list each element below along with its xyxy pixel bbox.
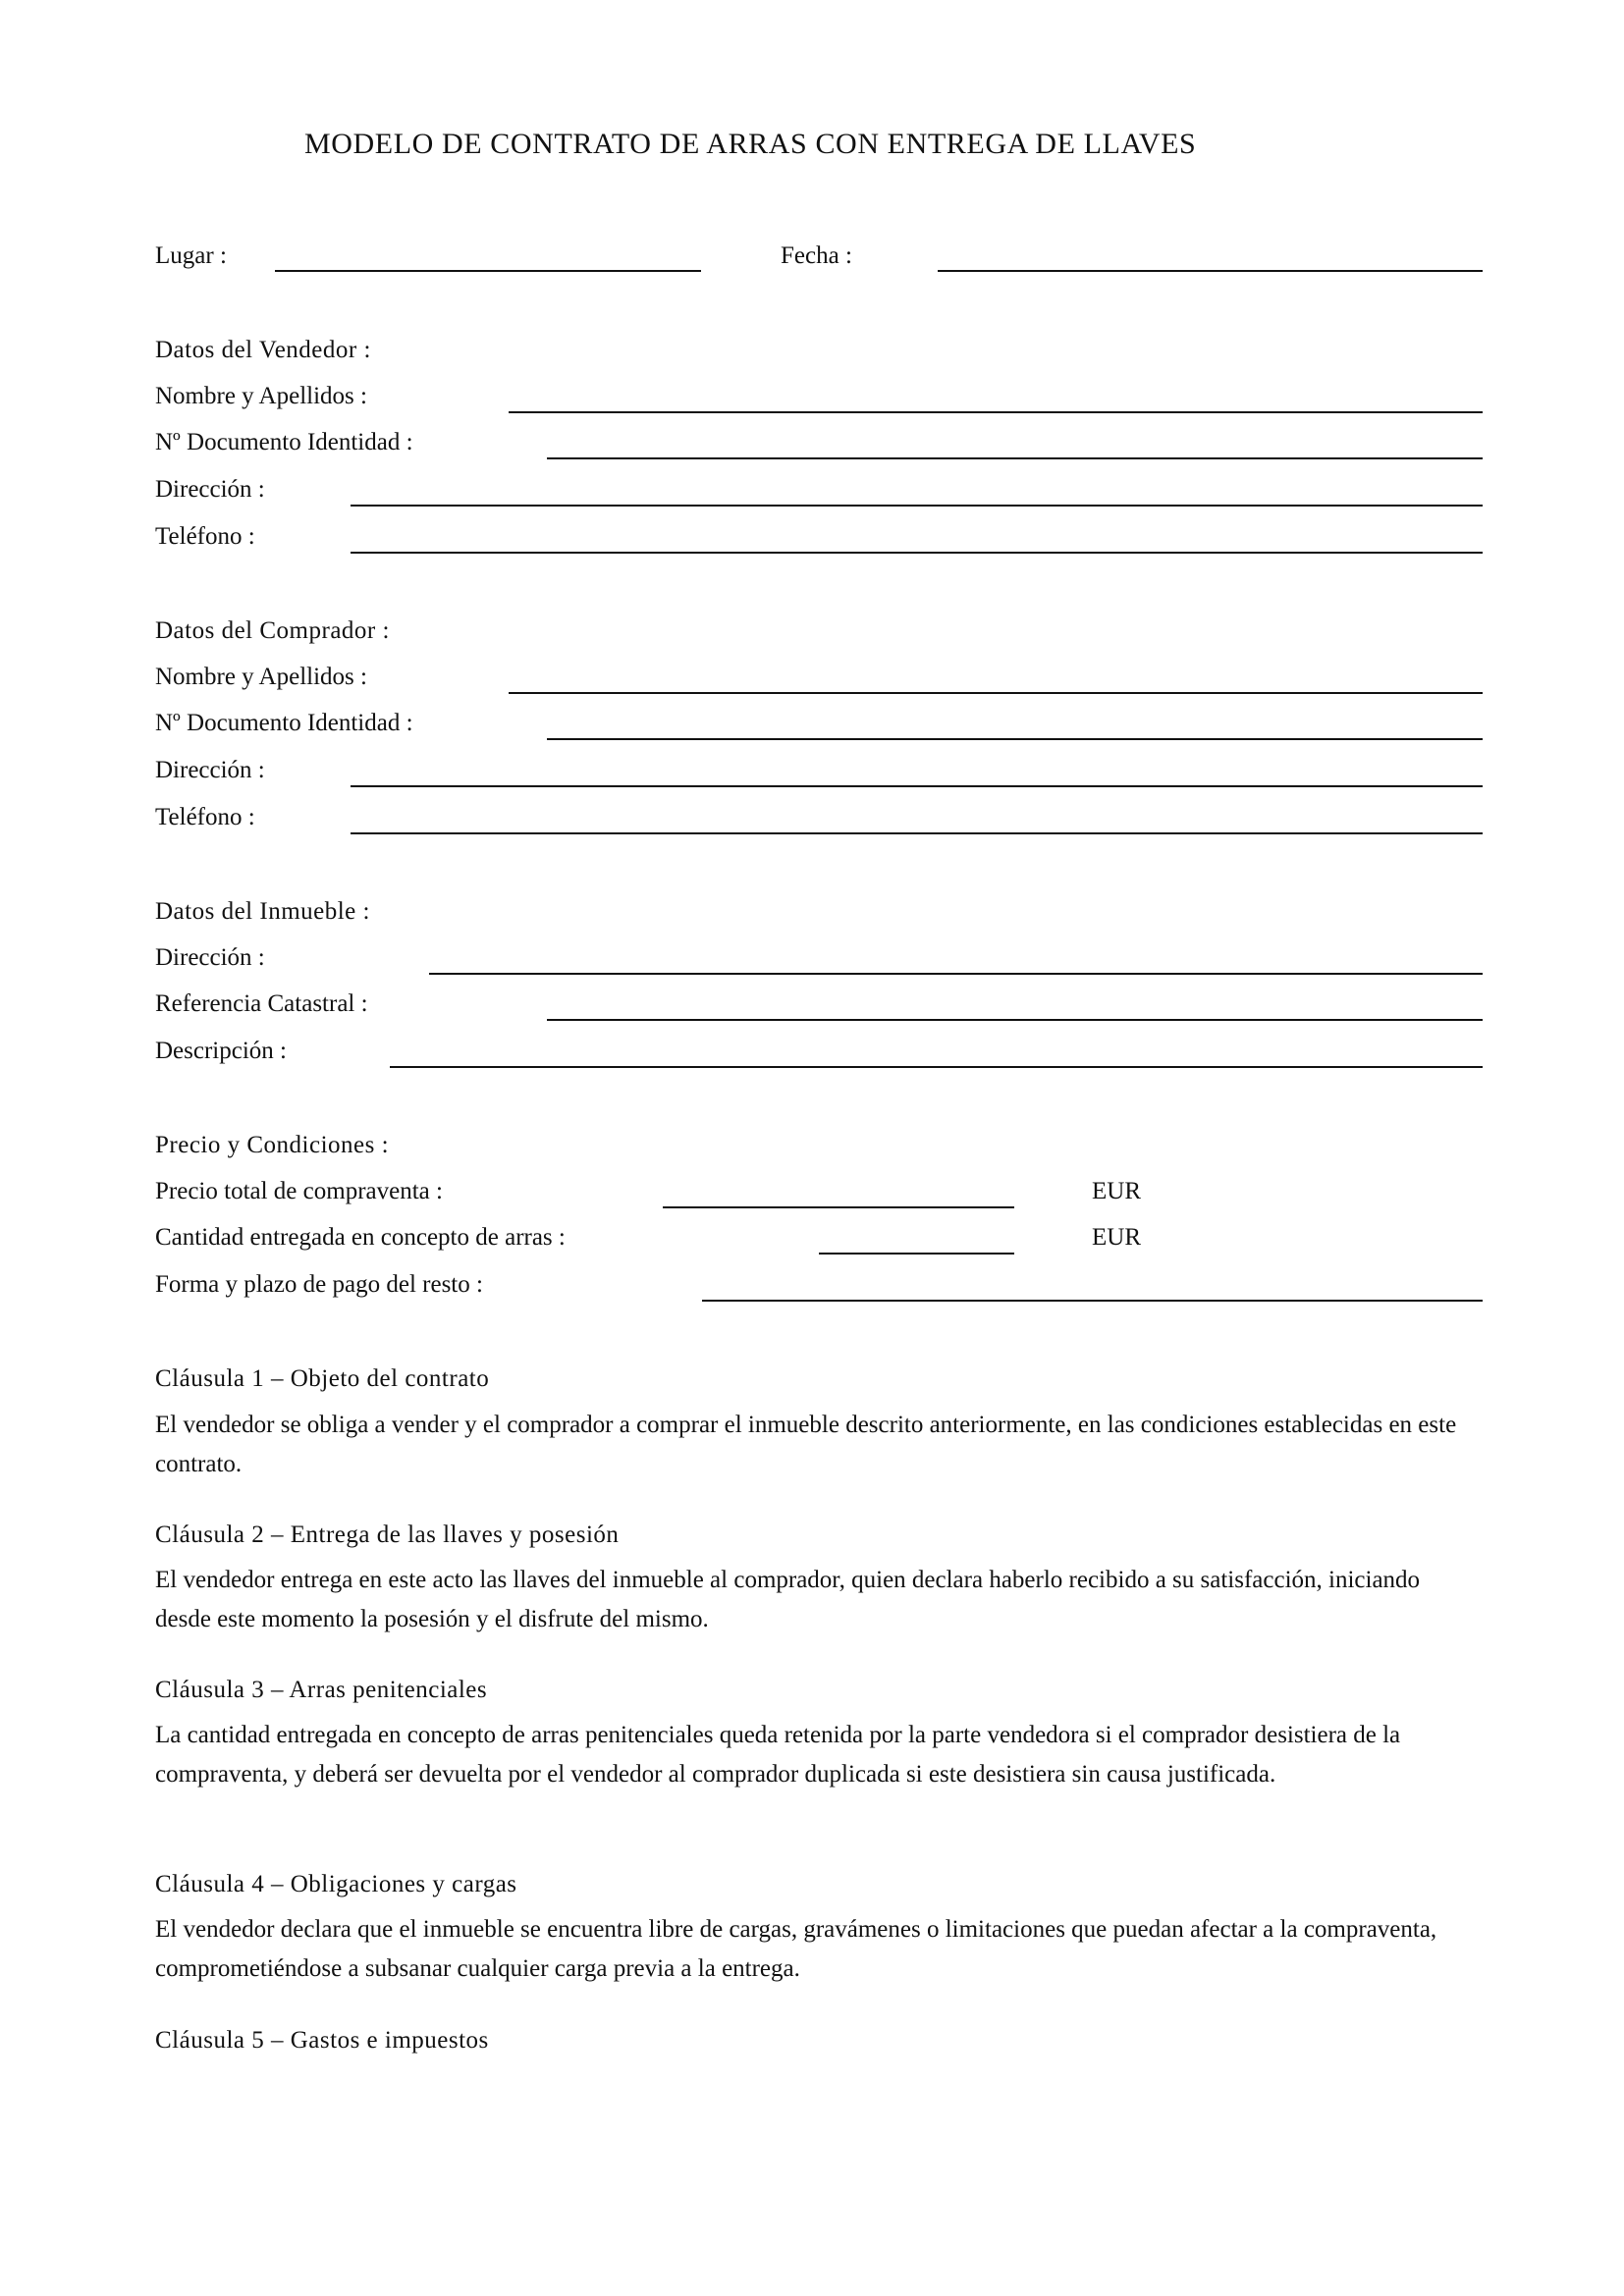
precio-forma-field[interactable] [702, 1300, 1483, 1302]
vendedor-documento-field[interactable] [547, 457, 1483, 459]
comprador-nombre-field[interactable] [509, 692, 1483, 694]
comprador-documento-label: Nº Documento Identidad : [155, 710, 413, 736]
inmueble-heading: Datos del Inmueble : [155, 898, 370, 925]
precio-arras-label: Cantidad entregada en concepto de arras : [155, 1224, 566, 1251]
vendedor-telefono-field[interactable] [351, 552, 1483, 554]
comprador-telefono-field[interactable] [351, 832, 1483, 834]
vendedor-direccion-field[interactable] [351, 505, 1483, 507]
precio-arras-field[interactable] [819, 1253, 1014, 1255]
precio-total-field[interactable] [663, 1206, 1014, 1208]
inmueble-direccion-label: Dirección : [155, 944, 265, 971]
comprador-documento-field[interactable] [547, 738, 1483, 740]
vendedor-telefono-label: Teléfono : [155, 523, 255, 550]
precio-arras-unit: EUR [1092, 1224, 1141, 1251]
clausula-3-title: Cláusula 3 – Arras penitenciales [155, 1677, 488, 1703]
fecha-label: Fecha : [781, 242, 852, 269]
precio-forma-label: Forma y plazo de pago del resto : [155, 1271, 483, 1298]
comprador-telefono-label: Teléfono : [155, 804, 255, 830]
inmueble-referencia-field[interactable] [547, 1019, 1483, 1021]
vendedor-heading: Datos del Vendedor : [155, 337, 371, 363]
clausula-2-title: Cláusula 2 – Entrega de las llaves y posesión [155, 1522, 620, 1548]
precio-total-unit: EUR [1092, 1178, 1141, 1204]
clausula-3-text: La cantidad entregada en concepto de arras penitenciales queda retenida por la parte vendedora si el comprador desistiera de la compraventa, y deberá ser devuelta por el vendedor al comprador duplicada si este desistiera sin causa justificada. [155, 1722, 1401, 1788]
vendedor-direccion-label: Dirección : [155, 476, 265, 503]
comprador-direccion-field[interactable] [351, 785, 1483, 787]
lugar-field[interactable] [275, 270, 701, 272]
clausula-1-text: El vendedor se obliga a vender y el comprador a comprar el inmueble descrito anteriormente, en las condiciones establecidas en este contrato. [155, 1412, 1457, 1477]
inmueble-direccion-field[interactable] [429, 973, 1483, 975]
inmueble-descripcion-label: Descripción : [155, 1038, 287, 1064]
clausula-5-title: Cláusula 5 – Gastos e impuestos [155, 2027, 489, 2054]
comprador-nombre-label: Nombre y Apellidos : [155, 664, 367, 690]
document-title: MODELO DE CONTRATO DE ARRAS CON ENTREGA DE LLAVES [304, 128, 1197, 160]
inmueble-referencia-label: Referencia Catastral : [155, 990, 368, 1017]
vendedor-nombre-label: Nombre y Apellidos : [155, 383, 367, 409]
precio-total-label: Precio total de compraventa : [155, 1178, 443, 1204]
clausula-4-text: El vendedor declara que el inmueble se encuentra libre de cargas, gravámenes o limitaciones que puedan afectar a la compraventa, comprometiéndose a subsanar cualquier carga previa a la entrega. [155, 1916, 1437, 1982]
comprador-direccion-label: Dirección : [155, 757, 265, 783]
vendedor-nombre-field[interactable] [509, 411, 1483, 413]
inmueble-descripcion-field[interactable] [390, 1066, 1483, 1068]
lugar-label: Lugar : [155, 242, 227, 269]
clausula-4-title: Cláusula 4 – Obligaciones y cargas [155, 1871, 517, 1897]
precio-heading: Precio y Condiciones : [155, 1132, 390, 1158]
clausula-1-title: Cláusula 1 – Objeto del contrato [155, 1365, 490, 1392]
vendedor-documento-label: Nº Documento Identidad : [155, 429, 413, 455]
fecha-field[interactable] [938, 270, 1483, 272]
clausula-2-text: El vendedor entrega en este acto las llaves del inmueble al comprador, quien declara haberlo recibido a su satisfacción, iniciando desde este momento la posesión y el disfrute del mismo. [155, 1567, 1421, 1632]
comprador-heading: Datos del Comprador : [155, 617, 390, 644]
